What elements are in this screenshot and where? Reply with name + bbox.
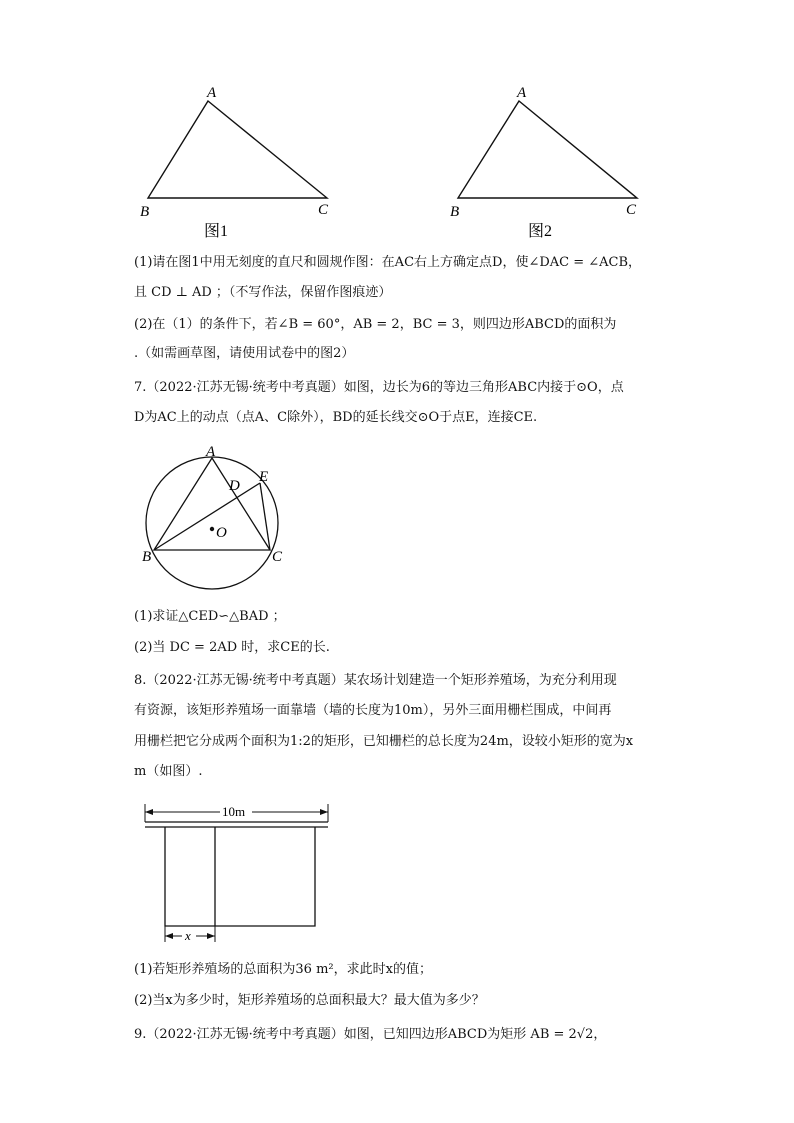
- q8-line1: 8.（2022·江苏无锡·统考中考真题）某农场计划建造一个矩形养殖场，为充分利用现: [134, 673, 617, 688]
- q7-label-o: O: [216, 525, 227, 541]
- q8-part2: (2)当x为多少时，矩形养殖场的总面积最大？最大值为多少？: [134, 993, 485, 1008]
- figure-2-triangle: [440, 80, 660, 245]
- q7-label-a: A: [206, 444, 216, 460]
- figure-1-svg: [130, 80, 350, 245]
- fig1-label-a: A: [207, 85, 217, 101]
- fig2-label-b: B: [450, 204, 460, 220]
- q8-line2: 有资源，该矩形养殖场一面靠墙（墙的长度为10m），另外三面用栅栏围成，中间再: [134, 703, 612, 718]
- fig1-label-b: B: [140, 204, 150, 220]
- fig2-label-a: A: [517, 85, 527, 101]
- q7-part1: (1)求证△CED∽△BAD ；: [134, 609, 286, 624]
- q8-line4: m（如图）.: [134, 764, 203, 779]
- figure-1-triangle: [130, 80, 350, 245]
- q7-line2: D为AC上的动点（点A、C除外），BD的延长线交⊙O于点E，连接CE.: [134, 410, 538, 425]
- fig2-label-c: C: [626, 202, 637, 218]
- q8-figure-svg: [140, 798, 340, 946]
- q7-label-d: D: [229, 478, 240, 494]
- q7-label-c: C: [272, 549, 283, 565]
- fig1-label-c: C: [318, 202, 329, 218]
- q8-width-label: x: [185, 928, 191, 943]
- q8-part1: (1)若矩形养殖场的总面积为36 m²，求此时x的值；: [134, 962, 432, 977]
- q7-label-b: B: [142, 549, 152, 565]
- q9-line1: 9.（2022·江苏无锡·统考中考真题）如图，已知四边形ABCD为矩形 AB = 2√2，: [134, 1027, 607, 1042]
- q8-line3: 用栅栏把它分成两个面积为1:2的矩形，已知栅栏的总长度为24m，设较小矩形的宽为x: [134, 734, 634, 749]
- q6-part1-line2: 且 CD ⊥ AD ；（不写作法，保留作图痕迹）: [134, 285, 392, 300]
- fig2-caption: 图2: [528, 223, 553, 240]
- q8-fence-figure: [140, 798, 340, 946]
- q7-figure-svg: [136, 438, 296, 598]
- q7-part2: (2)当 DC = 2AD 时，求CE的长.: [134, 640, 330, 655]
- fig1-caption: 图1: [204, 223, 229, 240]
- q6-part1-line1: (1)请在图1中用无刻度的直尺和圆规作图：在AC右上方确定点D，使∠DAC = ∠ACB，: [134, 255, 642, 270]
- q7-label-e: E: [259, 469, 269, 485]
- q7-line1: 7.（2022·江苏无锡·统考中考真题）如图，边长为6的等边三角形ABC内接于⊙O，点: [134, 380, 624, 395]
- q6-part2-line1: (2)在（1）的条件下，若∠B = 60°，AB = 2，BC = 3，则四边形ABCD的面积为: [134, 317, 617, 332]
- q6-part2-line2: .（如需画草图，请使用试卷中的图2）: [134, 346, 355, 361]
- figure-2-svg: [440, 80, 660, 245]
- q7-circle-figure: [136, 438, 296, 598]
- q8-wall-label: 10m: [222, 804, 246, 819]
